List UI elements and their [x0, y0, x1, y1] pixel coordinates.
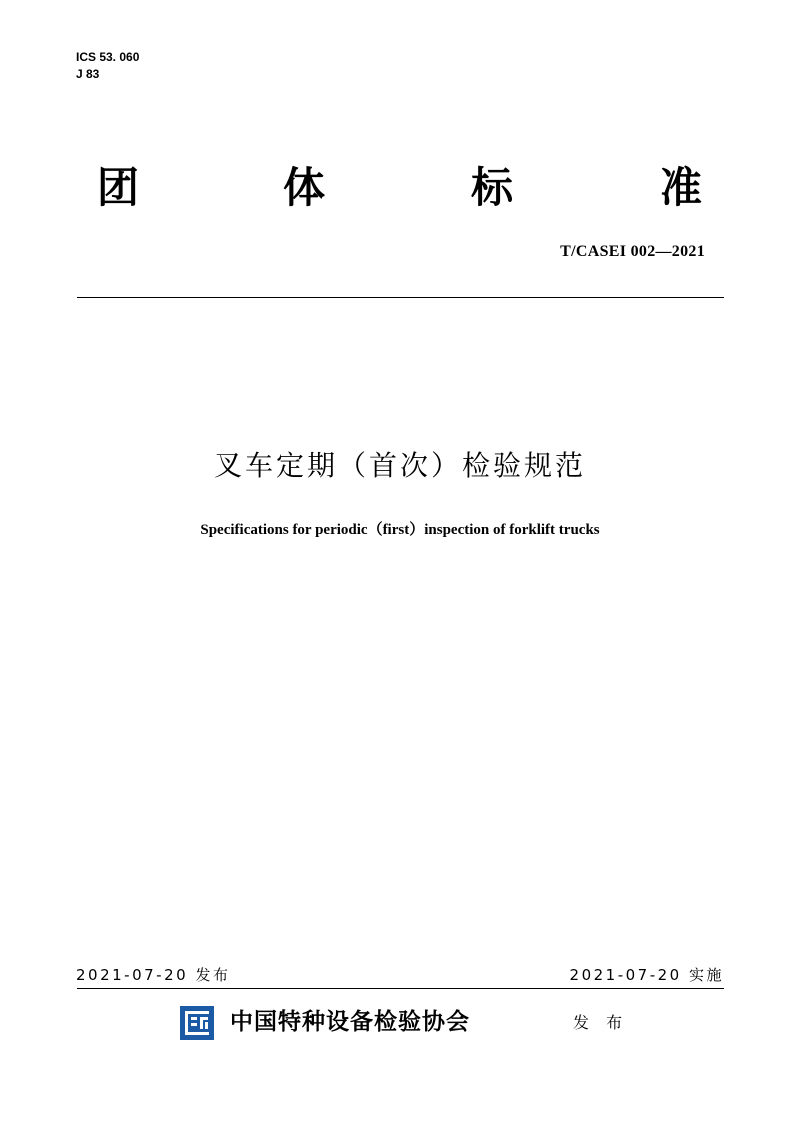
- title-chinese: 叉车定期（首次）检验规范: [213, 449, 586, 482]
- header-divider: [77, 297, 724, 298]
- organization-name: 中国特种设备检验协会: [230, 1008, 470, 1035]
- footer-divider: [77, 988, 724, 989]
- effective-date: 2021-07-20 实施: [569, 966, 724, 984]
- casei-logo-graphic: [180, 1006, 214, 1040]
- standard-type-char-1: 团: [97, 163, 140, 212]
- casei-logo-icon: [180, 1006, 214, 1040]
- standard-type-char-3: 标: [471, 163, 514, 212]
- title-english: Specifications for periodic（first）inspection of forklift trucks: [200, 522, 600, 538]
- standard-number: T/CASEI 002—2021: [560, 243, 705, 260]
- issued-label: 发 布: [573, 1013, 629, 1032]
- publish-date: 2021-07-20 发布: [76, 966, 231, 984]
- standard-type-char-4: 准: [660, 163, 703, 212]
- ccs-code: J 83: [76, 67, 100, 81]
- ics-code: ICS 53. 060: [76, 50, 140, 64]
- standard-type-char-2: 体: [283, 163, 326, 212]
